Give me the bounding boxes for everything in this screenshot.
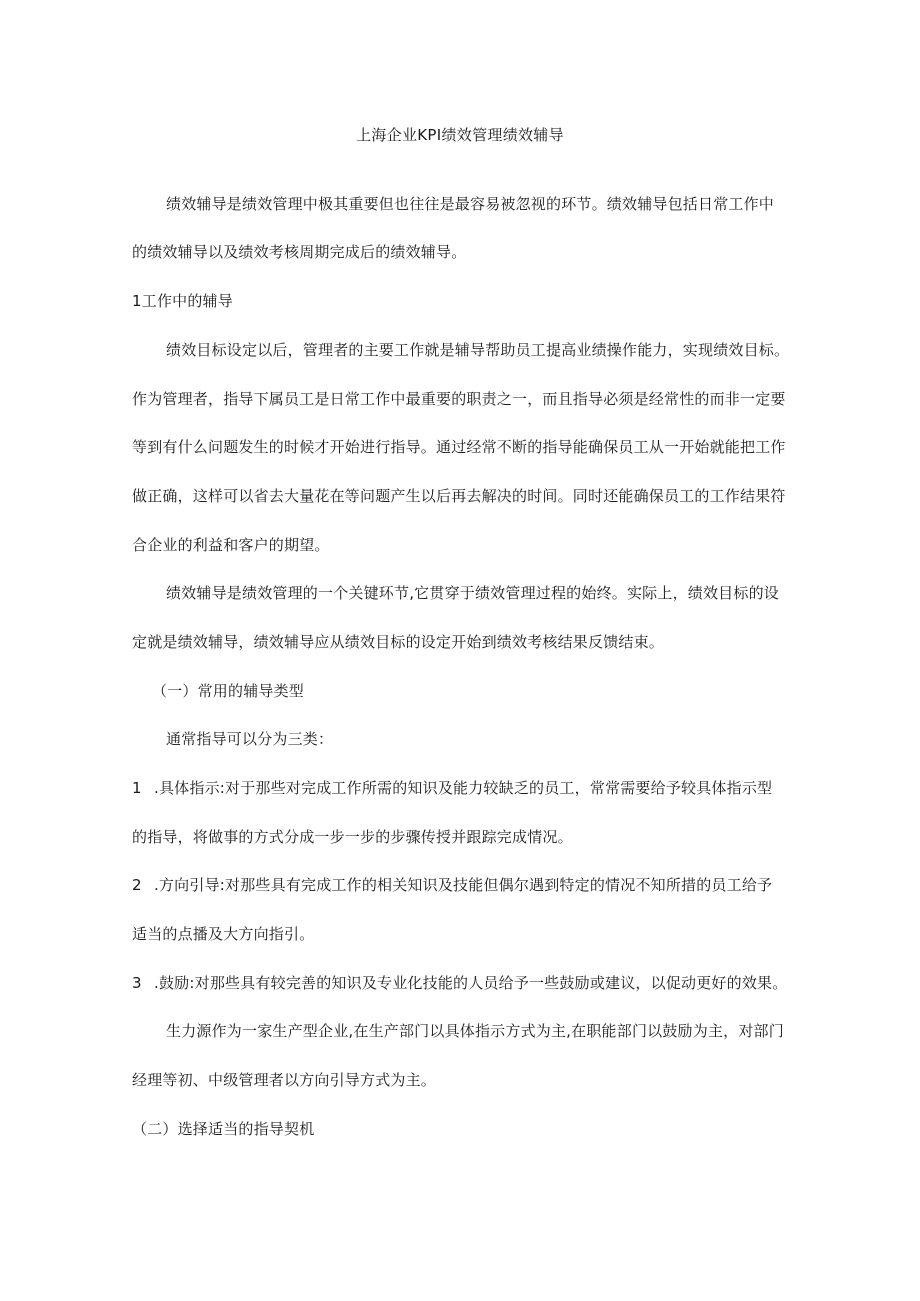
paragraph-line: 的绩效辅导以及绩效考核周期完成后的绩效辅导。	[132, 243, 467, 261]
list-item-text: .具体指示:对于那些对完成工作所需的知识及能力较缺乏的员工，常常需要给予较具体指示型	[154, 779, 773, 797]
paragraph-line: 定就是绩效辅导，绩效辅导应从绩效目标的设定开始到绩效考核结果反馈结束。	[132, 633, 665, 651]
list-item	[132, 778, 807, 798]
paragraph-line: 绩效目标设定以后，管理者的主要工作就是辅导帮助员工提高业绩操作能力，实现绩效目标。	[166, 341, 790, 359]
paragraph-line: 合企业的利益和客户的期望。	[132, 536, 330, 554]
list-item	[132, 973, 807, 993]
paragraph-line: 等到有什么问题发生的时候才开始进行指导。通过经常不断的指导能确保员工从一开始就能把工作	[132, 438, 786, 456]
list-number: 2	[132, 876, 142, 894]
paragraph-line: 做正确，这样可以省去大量花在等问题产生以后再去解决的时间。同时还能确保员工的工作结果符	[132, 487, 786, 505]
list-item-text: .方向引导:对那些具有完成工作的相关知识及技能但偶尔遇到特定的情况不知所措的员工给予	[154, 876, 773, 894]
section-heading: 1工作中的辅导	[132, 292, 233, 310]
paragraph-line: 绩效辅导是绩效管理中极其重要但也往往是最容易被忽视的环节。绩效辅导包括日常工作中	[166, 195, 775, 213]
paragraph-line: 适当的点播及大方向指引。	[132, 925, 315, 943]
paragraph-line: 的指导，将做事的方式分成一步一步的步骤传授并跟踪完成情况。	[132, 828, 573, 846]
subsection-heading: （二）选择适当的指导契机	[132, 1120, 315, 1138]
document-title: 上海企业KPI绩效管理绩效辅导	[356, 126, 564, 144]
paragraph-line: 作为管理者，指导下属员工是日常工作中最重要的职责之一，而且指导必须是经常性的而非一定要	[132, 390, 786, 408]
paragraph-line: 通常指导可以分为三类：	[166, 730, 334, 748]
list-number: 1	[132, 779, 142, 797]
list-number: 3	[132, 974, 142, 992]
paragraph-line: 绩效辅导是绩效管理的一个关键环节,它贯穿于绩效管理过程的始终。实际上，绩效目标的设	[166, 584, 779, 602]
paragraph-line: 生力源作为一家生产型企业,在生产部门以具体指示方式为主,在职能部门以鼓励为主，对部门	[166, 1022, 784, 1040]
list-item-text: .鼓励:对那些具有较完善的知识及专业化技能的人员给予一些鼓励或建议，以促动更好的效果。	[154, 974, 788, 992]
paragraph-line: 经理等初、中级管理者以方向引导方式为主。	[132, 1071, 437, 1089]
subsection-heading: （一）常用的辅导类型	[152, 682, 305, 700]
list-item	[132, 875, 807, 895]
